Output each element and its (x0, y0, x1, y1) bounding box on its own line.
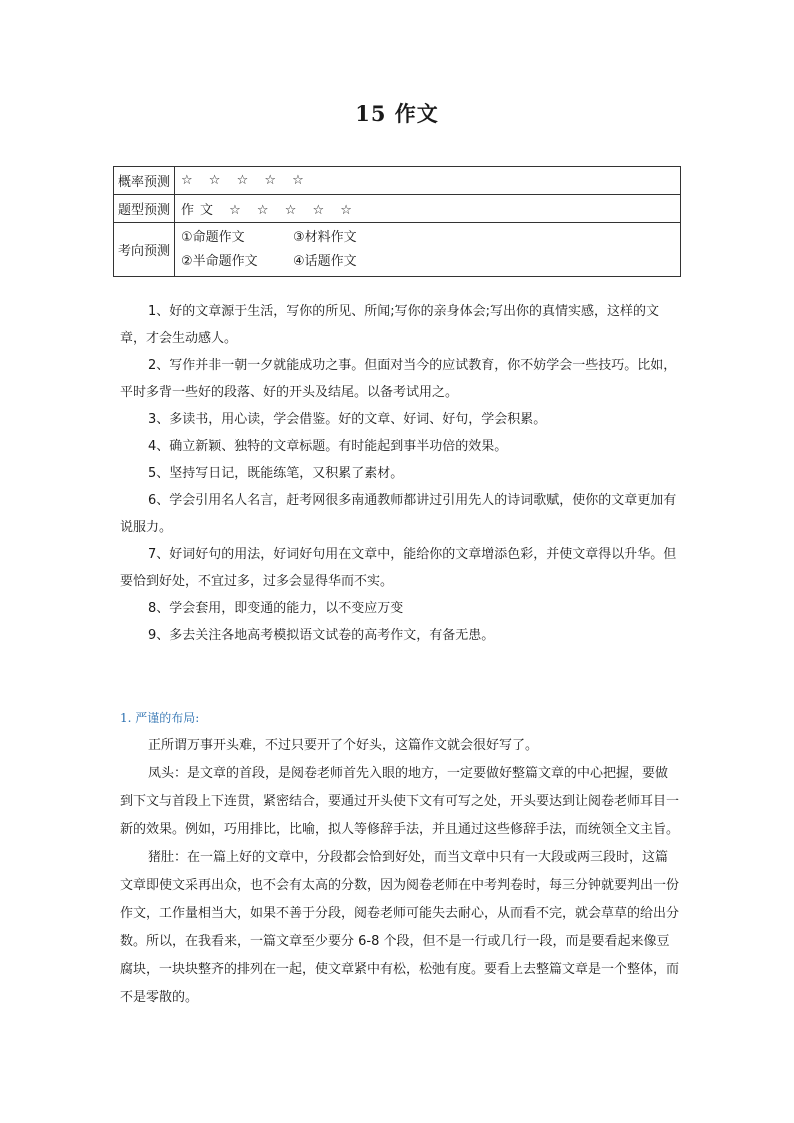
option-item: ③材料作文 (293, 229, 357, 245)
body-paragraph: 凤头：是文章的首段，是阅卷老师首先入眼的地方，一定要做好整篇文章的中心把握，要做到下文与首段上下连贯，紧密结合，要通过开头使下文有可写之处，开头要达到让阅卷老师耳目一新的效果。例如，巧用排比，比喻，拟人等修辞手法，并且通过这些修辞手法，而统领全文主旨。 (120, 766, 680, 837)
row-label-direction: 考向预测 (114, 223, 175, 277)
row-label-probability: 概率预测 (114, 167, 175, 195)
table-row (114, 223, 681, 277)
prediction-table (113, 166, 681, 277)
tip-item: 3、多读书，用心读，学会借鉴。好的文章、好词、好句，学会积累。 (148, 412, 547, 427)
tip-item: 2、写作并非一朝一夕就能成功之事。但面对当今的应试教育，你不妨学会一些技巧。比如，平时多背一些好的段落、好的开头及结尾。以备考试用之。 (120, 358, 677, 400)
tip-item: 6、学会引用名人名言，赶考网很多南通教师都讲过引用先人的诗词歌赋，使你的文章更加有说服力。 (120, 493, 677, 535)
tip-item: 4、确立新颖、独特的文章标题。有时能起到事半功倍的效果。 (148, 439, 508, 454)
table-row (114, 195, 681, 223)
tip-item: 7、好词好句的用法，好词好句用在文章中，能给你的文章增添色彩，并使文章得以升华。但要恰到好处，不宜过多，过多会显得华而不实。 (120, 547, 677, 589)
body-paragraph: 猪肚：在一篇上好的文章中，分段都会恰到好处，而当文章中只有一大段或两三段时，这篇文章即使文采再出众，也不会有太高的分数，因为阅卷老师在中考判卷时，每三分钟就要判出一份作文，工作量相当大，如果不善于分段，阅卷老师可能失去耐心，从而看不完，就会草草的给出分数。所以，在我看来，一篇文章至少要分 6-8 个段，但不是一行或几行一段，而是要看起来像豆腐块，一块块整齐的排列在一起，使文章紧中有松，松弛有度。要看上去整篇文章是一个整体，而不是零散的。 (120, 850, 680, 1005)
page-title: 15 作文 (355, 101, 439, 126)
tips-list (120, 298, 680, 649)
tip-item: 8、学会套用，即变通的能力，以不变应万变 (148, 601, 404, 616)
options-line (181, 226, 674, 250)
tip-item: 9、多去关注各地高考模拟语文试卷的高考作文，有备无患。 (148, 628, 495, 643)
tip-item: 5、坚持写日记，既能练笔，又积累了素材。 (148, 466, 404, 481)
option-item: ①命题作文 (181, 229, 245, 245)
option-item: ②半命题作文 (181, 253, 258, 269)
section-heading: 1. 严谨的布局: (120, 711, 200, 725)
section-body (120, 732, 680, 1012)
row-value-probability: ☆ ☆ ☆ ☆ ☆ (175, 167, 681, 195)
options-line (181, 250, 674, 274)
row-value-direction (175, 223, 681, 277)
row-value-question-type: 作文 ☆ ☆ ☆ ☆ ☆ (175, 195, 681, 223)
table-row (114, 167, 681, 195)
tip-item: 1、好的文章源于生活，写你的所见、所闻;写你的亲身体会;写出你的真情实感，这样的文章，才会生动感人。 (120, 304, 660, 346)
option-item: ④话题作文 (293, 253, 357, 269)
body-paragraph: 正所谓万事开头难，不过只要开了个好头，这篇作文就会很好写了。 (148, 738, 539, 753)
row-label-question-type: 题型预测 (114, 195, 175, 223)
